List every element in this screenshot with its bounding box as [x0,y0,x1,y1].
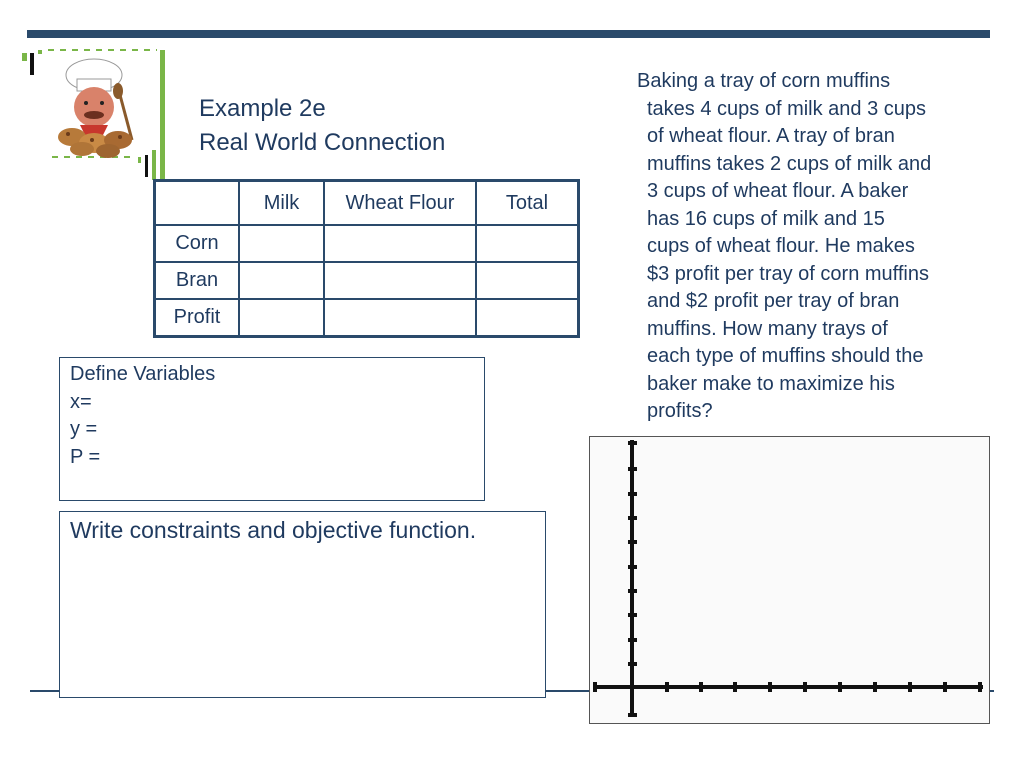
table-cell[interactable] [476,299,579,337]
slide-title [199,92,445,160]
define-variables-box[interactable] [59,357,485,501]
table-cell[interactable] [476,262,579,299]
variable-x: x= [70,390,92,413]
table-row [155,262,579,299]
table-row [155,299,579,337]
table-cell[interactable] [476,225,579,262]
chef-logo-icon [22,45,167,185]
problem-line: has 16 cups of milk and 15 [647,207,885,230]
table-header-total: Total [476,181,579,226]
problem-line: and $2 profit per tray of bran [647,290,900,312]
table-row [155,225,579,262]
problem-line: profits? [647,400,713,422]
variable-y: y = [70,418,98,440]
table-cell[interactable] [324,262,476,299]
problem-line: baker make to maximize his [647,372,895,395]
title-line-2: Real World Connection [199,129,446,156]
define-variables-heading: Define Variables [70,363,216,385]
problem-line: each type of muffins should the [647,345,924,367]
data-table [153,179,580,338]
constraints-box[interactable] [59,511,546,698]
table-header-wheat-flour: Wheat Flour [324,181,476,226]
problem-line: $3 profit per tray of corn muffins [647,262,929,285]
row-label-profit: Profit [155,299,240,337]
title-line-1: Example 2e [199,95,326,122]
problem-line: muffins takes 2 cups of milk and [647,152,932,175]
table-cell[interactable] [239,225,324,262]
problem-line: Baking a tray of corn muffins [637,70,891,92]
problem-line: of wheat flour. A tray of bran [647,125,895,147]
table-cell[interactable] [324,225,476,262]
table-cell[interactable] [239,262,324,299]
table-header-cell [155,181,240,226]
constraints-prompt: Write constraints and objective function. [70,517,477,543]
table-cell[interactable] [239,299,324,337]
axes-graphic [590,437,991,725]
row-label-bran: Bran [155,262,240,299]
table-header-milk: Milk [239,181,324,226]
row-label-corn: Corn [155,225,240,262]
table-cell[interactable] [324,299,476,337]
coordinate-grid[interactable] [589,436,990,724]
problem-text [637,68,977,426]
problem-line: 3 cups of wheat flour. A baker [647,180,909,202]
top-bar [27,30,990,38]
problem-line: muffins. How many trays of [647,317,888,340]
variable-p: P = [70,445,101,468]
problem-line: cups of wheat flour. He makes [647,235,915,257]
problem-line: takes 4 cups of milk and 3 cups [647,97,927,120]
table-header-row [155,181,579,226]
